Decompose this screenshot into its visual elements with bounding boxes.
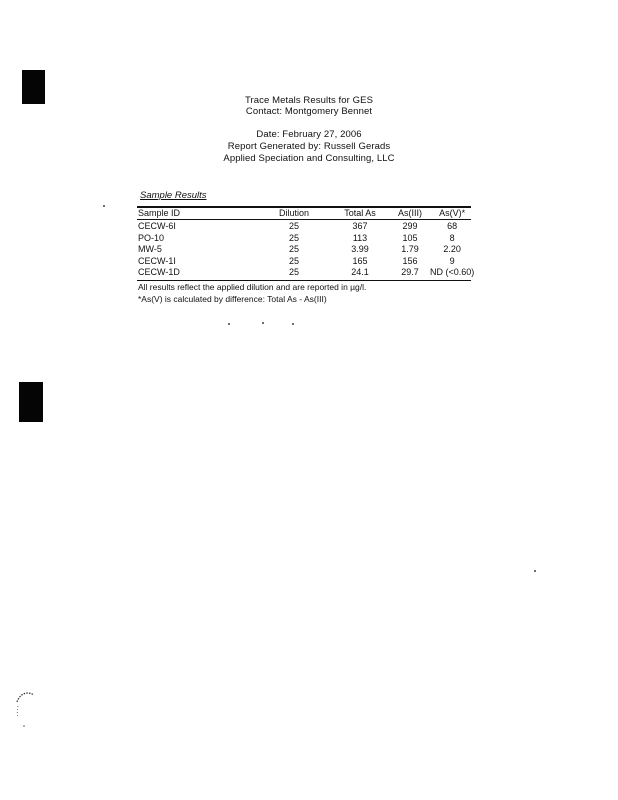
- sample-id-cell: CECW-1I: [138, 255, 176, 266]
- table-header-row: [138, 207, 474, 219]
- total-as-cell: 113: [352, 232, 368, 243]
- column-header: Total As: [344, 208, 376, 218]
- as-iii-cell: 105: [402, 232, 418, 243]
- total-as-cell: 24.1: [351, 267, 369, 277]
- as-iii-cell: 29.7: [401, 267, 419, 277]
- dilution-cell: 25: [288, 221, 299, 231]
- column-header: As(V)*: [439, 208, 466, 218]
- dilution-cell: 25: [288, 267, 299, 277]
- units-note: All results reflect the applied dilution and are reported in µg/l.: [138, 282, 367, 292]
- scan-speck: [228, 323, 230, 325]
- dilution-cell: 25: [288, 232, 299, 243]
- sample-id-cell: MW-5: [138, 244, 162, 254]
- report-contact: Contact: Montgomery Bennet: [245, 106, 373, 117]
- as-v-cell: 2.20: [443, 244, 461, 254]
- calculation-note: *As(V) is calculated by difference: Total As - As(III): [138, 294, 327, 304]
- as-iii-cell: 299: [402, 221, 418, 231]
- total-as-cell: 3.99: [351, 244, 369, 254]
- section-title: Sample Results: [140, 190, 207, 201]
- scan-margin-mark: [19, 382, 43, 422]
- table-row: [138, 233, 474, 245]
- scan-speck: [262, 322, 264, 324]
- total-as-cell: 165: [352, 255, 368, 266]
- scan-speck: [292, 323, 294, 325]
- column-header: Dilution: [278, 208, 309, 218]
- column-header: As(III): [398, 208, 422, 218]
- total-as-cell: 367: [352, 221, 368, 231]
- report-author: Report Generated by: Russell Gerads: [227, 141, 391, 152]
- table-row: [138, 244, 474, 256]
- report-company: Applied Speciation and Consulting, LLC: [223, 153, 395, 164]
- scan-speck: [534, 570, 536, 572]
- sample-id-cell: CECW-1D: [138, 267, 180, 277]
- as-v-cell: 9: [449, 255, 455, 266]
- as-v-cell: ND (<0.60): [430, 267, 475, 277]
- report-date: Date: February 27, 2006: [256, 129, 362, 140]
- table-row: [138, 267, 474, 279]
- column-header: Sample ID: [138, 208, 181, 218]
- table-row: [138, 256, 474, 268]
- as-v-cell: 8: [449, 232, 455, 243]
- as-iii-cell: 156: [402, 255, 418, 266]
- sample-id-cell: CECW-6I: [138, 221, 176, 231]
- as-iii-cell: 1.79: [401, 244, 419, 254]
- table-bottom-rule: [137, 280, 471, 281]
- results-table: [138, 207, 474, 279]
- as-v-cell: 68: [447, 221, 458, 231]
- report-title: Trace Metals Results for GES: [244, 95, 374, 106]
- punch-hole-mark: [14, 690, 40, 730]
- sample-id-cell: PO-10: [138, 232, 165, 243]
- dilution-cell: 25: [288, 255, 299, 266]
- scan-speck: [103, 205, 105, 207]
- dilution-cell: 25: [288, 244, 299, 254]
- table-row: [138, 219, 474, 233]
